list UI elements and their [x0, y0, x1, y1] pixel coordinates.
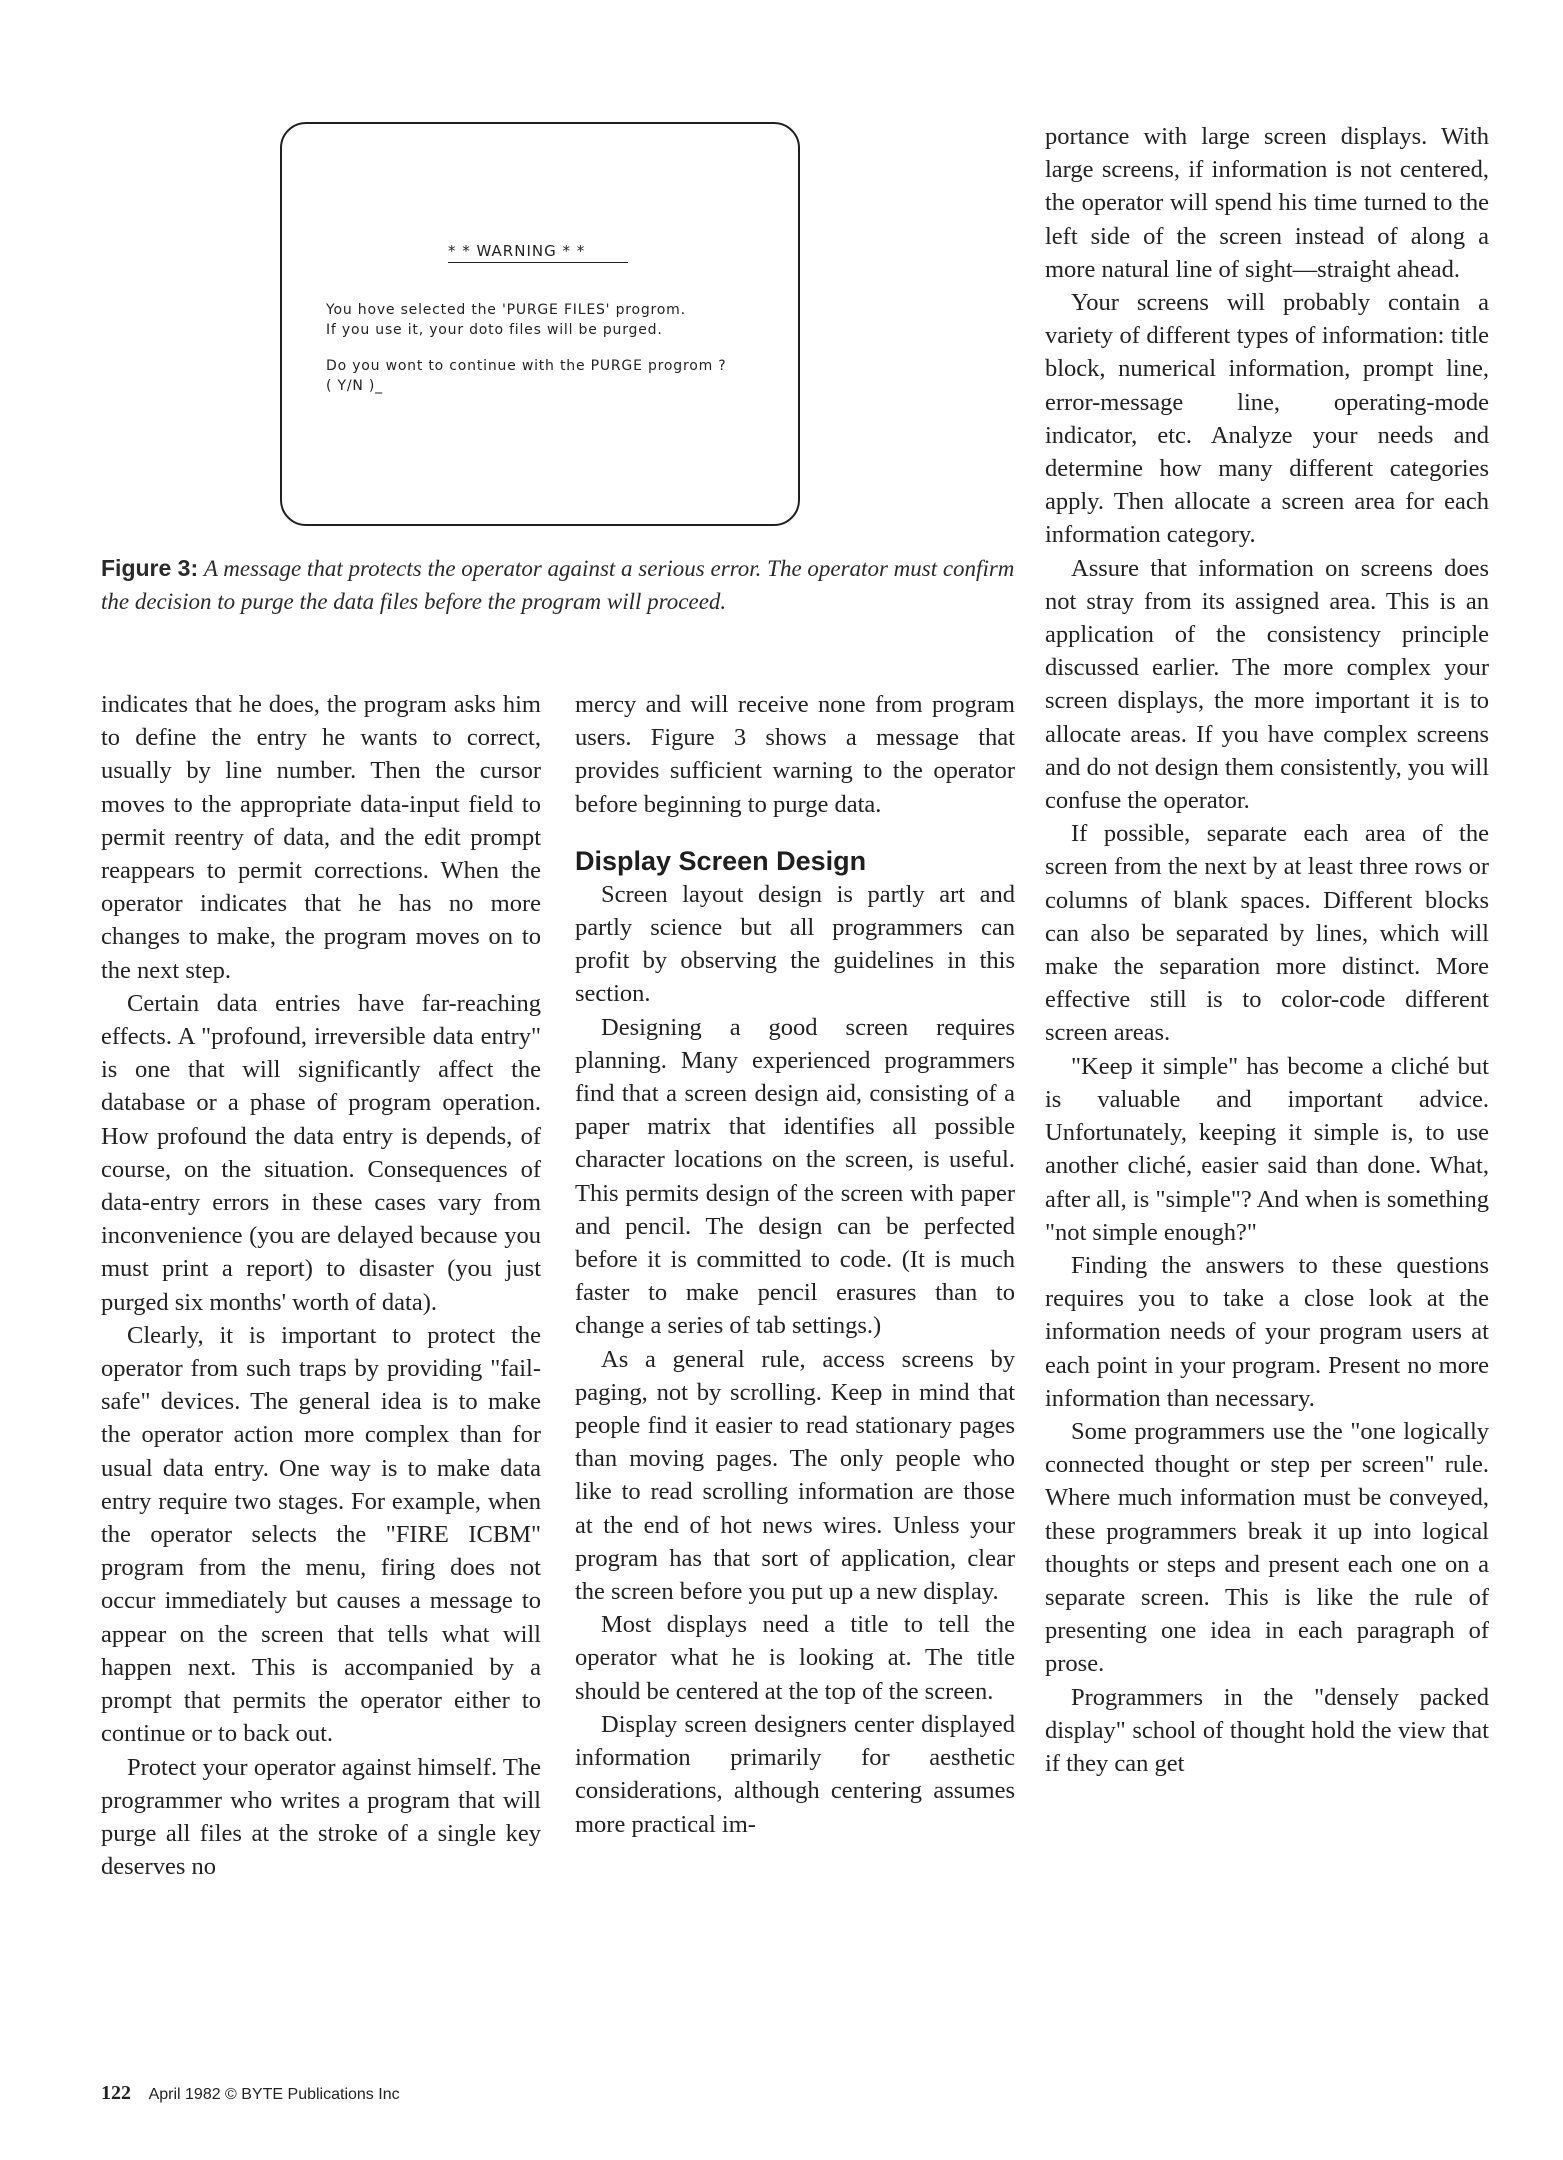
text-column-3	[1045, 120, 1489, 1780]
figure-caption	[101, 552, 1021, 618]
paragraph: Your screens will probably contain a variety of different types of information: title block, numerical information, prompt line, error-message line, operating-mode indicator, etc. Analyze your needs and determine how many different categories apply. Then allocate a screen area for each information category.	[1045, 289, 1489, 549]
paragraph: mercy and will receive none from program users. Figure 3 shows a message that provides sufficient warning to the operator before beginning to purge data.	[575, 691, 1015, 818]
text-column-1	[101, 688, 541, 1883]
section-heading: Display Screen Design	[575, 845, 867, 876]
paragraph: portance with large screen displays. With large screens, if information is not centered, the operator will spend his time turned to the left side of the screen instead of along a more natural line of sight—straight ahead.	[1045, 123, 1489, 283]
page-footer	[101, 2082, 400, 2105]
paragraph: If possible, separate each area of the screen from the next by at least three rows or columns of blank spaces. Different blocks can also be separated by lines, which will make the separation more distinct. More effective still is to color-code different screen areas.	[1045, 820, 1489, 1047]
screen-line-2: If you use it, your doto files will be purged.	[326, 322, 663, 338]
page-number: 122	[101, 2082, 131, 2104]
caption-text: A message that protects the operator against a serious error. The operator must confirm the decision to purge the data files before the program will proceed.	[101, 556, 1015, 614]
warning-title: * * WARNING * *	[448, 242, 586, 260]
paragraph: Assure that information on screens does not stray from its assigned area. This is an application of the consistency principle discussed earlier. The more complex your screen displays, the more important it is to allocate areas. If you have complex screens and do not design them consistently, you will confuse the operator.	[1045, 554, 1489, 815]
paragraph: indicates that he does, the program asks him to define the entry he wants to correct, usually by line number. Then the cursor moves to the appropriate data-input field to permit reentry of data, and the edit prompt reappears to permit corrections. When the operator indicates that he has no more changes to make, the program moves on to the next step.	[101, 691, 541, 984]
paragraph: Finding the answers to these questions requires you to take a close look at the information needs of your program users at each point in your program. Present no more information than necessary.	[1045, 1251, 1489, 1412]
paragraph: Programmers in the "densely packed display" school of thought hold the view that if they can get	[1045, 1683, 1489, 1777]
paragraph: Clearly, it is important to protect the operator from such traps by providing "fail-safe" devices. The general idea is to make the operator action more complex than for usual data entry. One way is to make data entry require two stages. For example, when the operator selects the "FIRE ICBM" program from the menu, firing does not occur immediately but causes a message to appear on the screen that tells what will happen next. This is accompanied by a prompt that permits the operator either to continue or to back out.	[101, 1321, 541, 1748]
paragraph: Most displays need a title to tell the operator what he is looking at. The title should be centered at the top of the screen.	[575, 1611, 1015, 1705]
screen-line-3: Do you wont to continue with the PURGE progrom ?	[326, 358, 727, 374]
warning-underline	[448, 262, 628, 263]
paragraph: Screen layout design is partly art and partly science but all programmers can profit by observing the guidelines in this section.	[575, 880, 1015, 1008]
caption-label: Figure 3:	[101, 555, 199, 581]
paragraph: Certain data entries have far-reaching effects. A "profound, irreversible data entry" is one that will significantly affect the database or a phase of program operation. How profound the data entry is depends, of course, on the situation. Consequences of data-entry errors in these cases vary from inconvenience (you are delayed because you must print a report) to disaster (you just purged six months' worth of data).	[101, 989, 541, 1316]
text-column-2	[575, 688, 1015, 1841]
screen-line-1: You hove selected the 'PURGE FILES' progrom.	[326, 302, 686, 318]
paragraph: Some programmers use the "one logically connected thought or step per screen" rule. Where much information must be conveyed, these programmers break it up into logical thoughts or steps and present each one on a separate screen. This is like the rule of presenting one idea in each paragraph of prose.	[1045, 1417, 1489, 1678]
paragraph: Display screen designers center displayed information primarily for aesthetic considerations, although centering assumes more practical im-	[575, 1710, 1015, 1838]
paragraph: Protect your operator against himself. The programmer who writes a program that will purge all files at the stroke of a single key deserves no	[101, 1753, 541, 1881]
paragraph: Designing a good screen requires planning. Many experienced programmers find that a screen design aid, consisting of a paper matrix that identifies all possible character locations on the screen, is useful. This permits design of the screen with paper and pencil. The design can be perfected before it is committed to code. (It is much faster to make pencil erasures than to change a series of tab settings.)	[575, 1013, 1015, 1340]
paragraph: "Keep it simple" has become a cliché but is valuable and important advice. Unfortunately, keeping it simple is, to use another cliché, easier said than done. What, after all, is "simple"? And when is something "not simple enough?"	[1045, 1052, 1489, 1246]
paragraph: As a general rule, access screens by paging, not by scrolling. Keep in mind that people find it easier to read stationary pages than moving pages. The only people who like to read scrolling information are those at the end of hot news wires. Unless your program has that sort of application, clear the screen before you put up a new display.	[575, 1345, 1015, 1606]
publication-credit: April 1982 © BYTE Publications Inc	[148, 2086, 400, 2103]
screen-prompt: ( Y/N )_	[326, 378, 383, 394]
